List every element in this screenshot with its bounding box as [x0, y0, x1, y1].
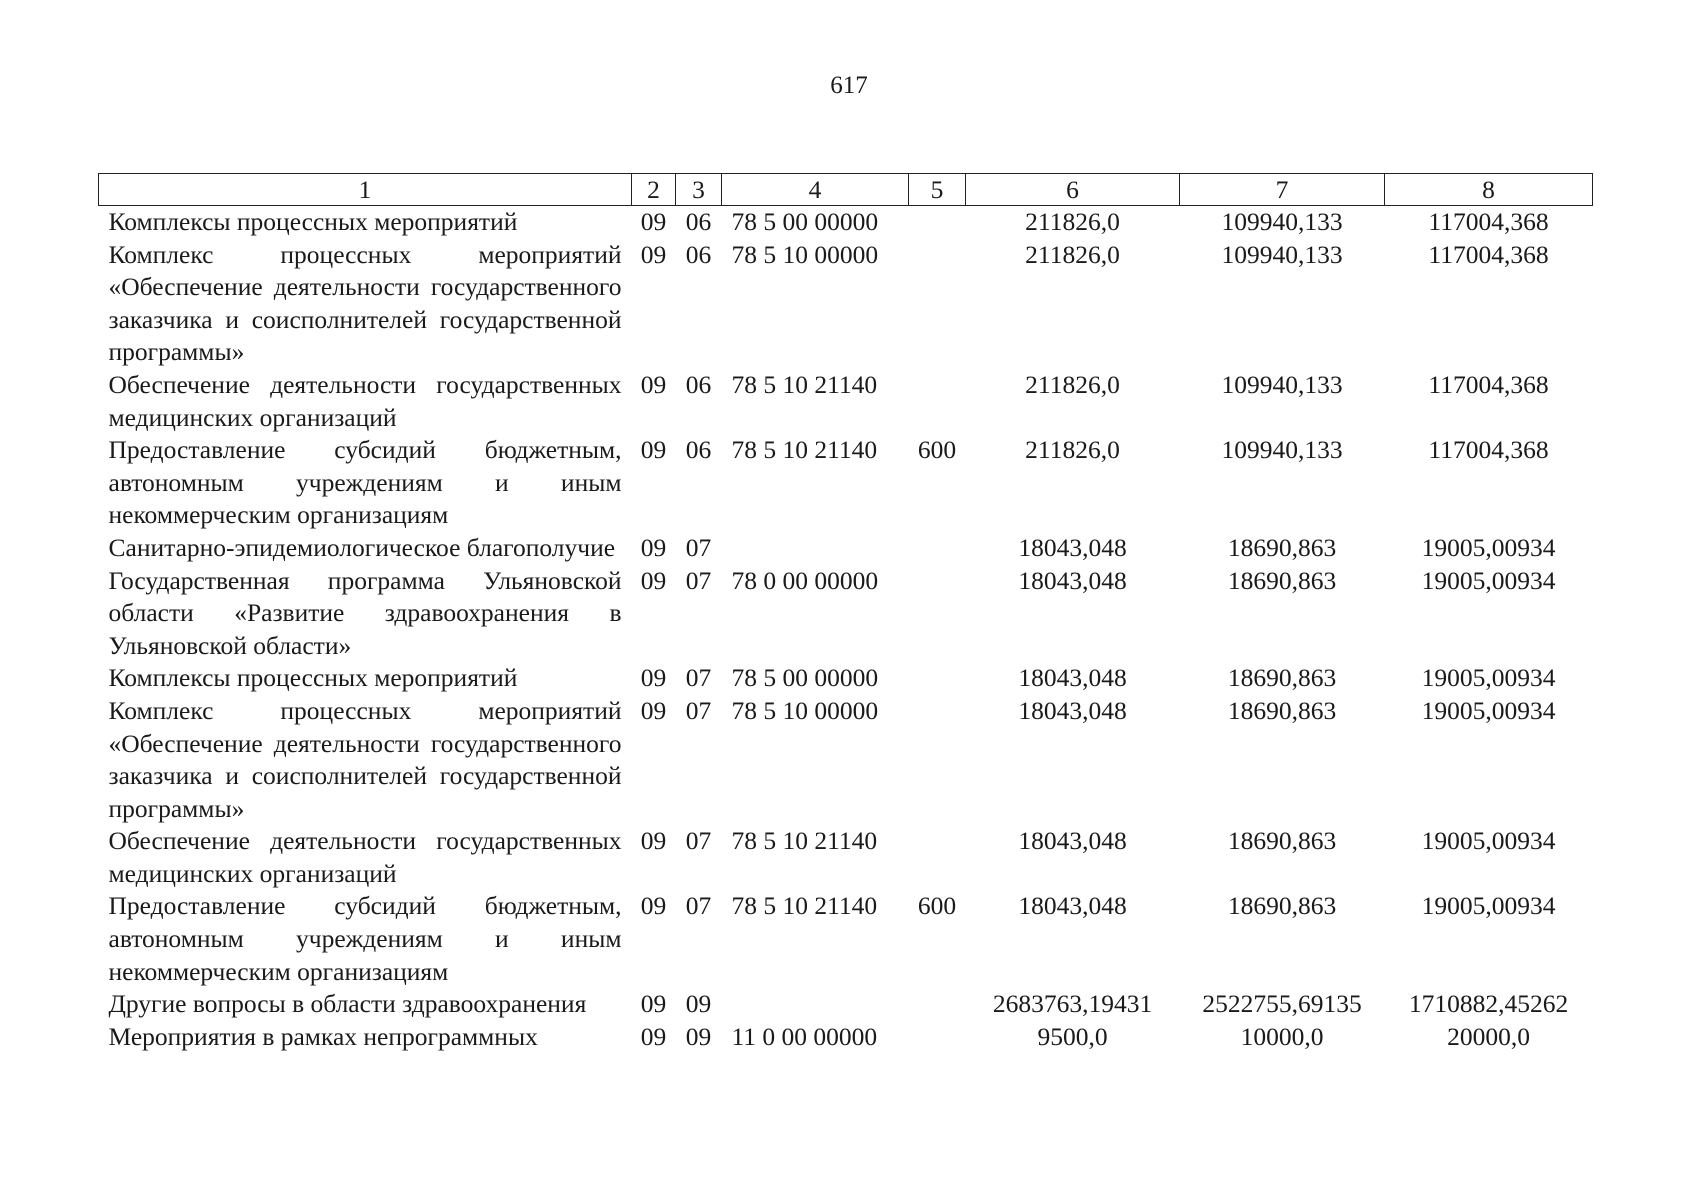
row-subsection-code: 09 [685, 1021, 712, 1051]
row-amount-3: 19005,00934 [1421, 826, 1556, 856]
row-subsection-code: 07 [685, 663, 712, 693]
row-amount-2: 18690,863 [1227, 826, 1337, 856]
row-expense-type [909, 825, 966, 890]
column-header-2: 2 [632, 174, 676, 206]
row-subsection-code: 07 [685, 826, 712, 856]
row-amount-1: 2683763,19431 [992, 989, 1153, 1019]
row-amount-3: 20000,0 [1447, 1021, 1530, 1051]
budget-table [98, 173, 1593, 1053]
row-amount-1: 18043,048 [1018, 565, 1127, 595]
row-amount-1: 211826,0 [1025, 239, 1120, 269]
table-row [99, 1021, 1593, 1054]
row-expense-type [909, 1021, 966, 1054]
row-amount-1: 9500,0 [1037, 1021, 1108, 1051]
table-row [99, 662, 1593, 695]
table-row [99, 890, 1593, 988]
table-row [99, 695, 1593, 825]
row-section-code: 09 [640, 369, 667, 399]
row-target-code: 78 0 00 00000 [731, 565, 879, 595]
row-target-code: 78 5 10 00000 [731, 695, 879, 725]
row-amount-2: 109940,133 [1221, 207, 1343, 236]
row-amount-3: 117004,368 [1428, 207, 1549, 236]
row-target-code: 11 0 00 00000 [731, 1021, 878, 1051]
row-target-code: 78 5 10 00000 [731, 239, 879, 269]
row-section-code: 09 [640, 695, 667, 725]
row-amount-1: 211826,0 [1025, 369, 1120, 399]
header-row [99, 174, 1593, 206]
page-number: 617 [830, 72, 868, 99]
column-header-4: 4 [722, 174, 909, 206]
row-name: Обеспечение деятельности государственных медицинских организаций [108, 369, 622, 432]
row-expense-type [909, 695, 966, 825]
row-subsection-code: 07 [685, 565, 712, 595]
row-section-code: 09 [640, 989, 667, 1019]
row-expense-type [909, 206, 966, 239]
row-amount-1: 18043,048 [1018, 695, 1127, 725]
row-amount-3: 117004,368 [1428, 435, 1549, 465]
row-subsection-code: 06 [685, 435, 712, 465]
row-name: Комплексы процессных мероприятий [108, 663, 518, 693]
row-subsection-code: 07 [685, 532, 712, 562]
row-target-code: 78 5 10 21140 [731, 891, 878, 921]
row-section-code: 09 [640, 565, 667, 595]
row-amount-3: 19005,00934 [1421, 532, 1556, 562]
row-amount-2: 18690,863 [1227, 891, 1337, 921]
row-amount-2: 18690,863 [1227, 532, 1337, 562]
column-header-7: 7 [1180, 174, 1385, 206]
row-expense-type [909, 662, 966, 695]
row-name: Мероприятия в рамках непрограммных [108, 1021, 538, 1051]
row-amount-1: 211826,0 [1025, 435, 1120, 465]
table-body [99, 206, 1593, 1054]
row-name: Предоставление субсидий бюджетным, автономным учреждениям и иным некоммерческим организациям [108, 891, 622, 986]
row-amount-2: 18690,863 [1227, 663, 1337, 693]
table-row [99, 206, 1593, 239]
row-target-code [722, 532, 909, 565]
row-amount-1: 18043,048 [1018, 826, 1127, 856]
table-row [99, 434, 1593, 532]
table-row [99, 825, 1593, 890]
row-amount-1: 18043,048 [1018, 891, 1127, 921]
row-amount-3: 19005,00934 [1421, 565, 1556, 595]
row-amount-2: 109940,133 [1221, 369, 1343, 399]
row-amount-3: 19005,00934 [1421, 891, 1556, 921]
row-expense-type [909, 988, 966, 1021]
table-row [99, 565, 1593, 663]
row-amount-2: 109940,133 [1221, 239, 1343, 269]
table-row [99, 239, 1593, 369]
row-subsection-code: 06 [685, 207, 712, 236]
row-amount-3: 117004,368 [1428, 239, 1549, 269]
row-name: Государственная программа Ульяновской области «Развитие здравоохранения в Ульяновской области» [108, 565, 622, 660]
row-subsection-code: 07 [685, 891, 712, 921]
row-expense-type [909, 565, 966, 663]
row-subsection-code: 09 [685, 989, 712, 1019]
row-section-code: 09 [640, 532, 667, 562]
row-name: Обеспечение деятельности государственных медицинских организаций [108, 826, 622, 888]
row-target-code: 78 5 10 21140 [731, 369, 878, 399]
row-name: Комплекс процессных мероприятий «Обеспечение деятельности государственного заказчика и соисполнителей государственной программы» [108, 239, 622, 367]
row-amount-1: 18043,048 [1018, 663, 1127, 693]
table-row [99, 369, 1593, 434]
row-name: Другие вопросы в области здравоохранения [108, 989, 587, 1019]
row-amount-2: 18690,863 [1227, 565, 1337, 595]
row-name: Предоставление субсидий бюджетным, автономным учреждениям и иным некоммерческим организациям [108, 435, 622, 530]
row-target-code [722, 988, 909, 1021]
row-name: Комплекс процессных мероприятий «Обеспечение деятельности государственного заказчика и соисполнителей государственной программы» [108, 695, 622, 823]
row-section-code: 09 [640, 826, 667, 856]
row-section-code: 09 [640, 663, 667, 693]
row-amount-3: 19005,00934 [1421, 663, 1556, 693]
row-section-code: 09 [640, 891, 667, 921]
row-subsection-code: 06 [685, 369, 712, 399]
row-name: Комплексы процессных мероприятий [108, 207, 518, 236]
row-amount-2: 10000,0 [1240, 1021, 1324, 1051]
column-header-1: 1 [99, 174, 632, 206]
column-header-3: 3 [676, 174, 722, 206]
row-amount-2: 2522755,69135 [1202, 989, 1362, 1019]
row-expense-type [909, 239, 966, 369]
table-row [99, 988, 1593, 1021]
row-expense-type [909, 532, 966, 565]
table-header [99, 174, 1593, 206]
row-expense-type [909, 369, 966, 434]
row-target-code: 78 5 00 00000 [731, 207, 879, 236]
row-amount-3: 19005,00934 [1421, 695, 1556, 725]
row-amount-1: 18043,048 [1018, 532, 1127, 562]
row-amount-3: 1710882,45262 [1408, 989, 1569, 1019]
row-amount-3: 117004,368 [1428, 369, 1549, 399]
column-header-8: 8 [1385, 174, 1593, 206]
row-section-code: 09 [640, 207, 667, 236]
row-section-code: 09 [640, 435, 667, 465]
row-expense-type: 600 [917, 891, 957, 921]
table-row [99, 532, 1593, 565]
column-header-6: 6 [966, 174, 1180, 206]
row-section-code: 09 [640, 239, 667, 269]
row-name: Санитарно-эпидемиологическое благополучие [108, 532, 616, 562]
row-subsection-code: 07 [685, 695, 712, 725]
row-amount-1: 211826,0 [1025, 207, 1120, 236]
row-amount-2: 109940,133 [1221, 435, 1343, 465]
row-target-code: 78 5 00 00000 [731, 663, 879, 693]
column-header-5: 5 [909, 174, 966, 206]
row-amount-2: 18690,863 [1227, 695, 1337, 725]
row-expense-type: 600 [917, 435, 957, 465]
row-section-code: 09 [640, 1021, 667, 1051]
row-target-code: 78 5 10 21140 [731, 435, 878, 465]
row-target-code: 78 5 10 21140 [731, 826, 878, 856]
row-subsection-code: 06 [685, 239, 712, 269]
